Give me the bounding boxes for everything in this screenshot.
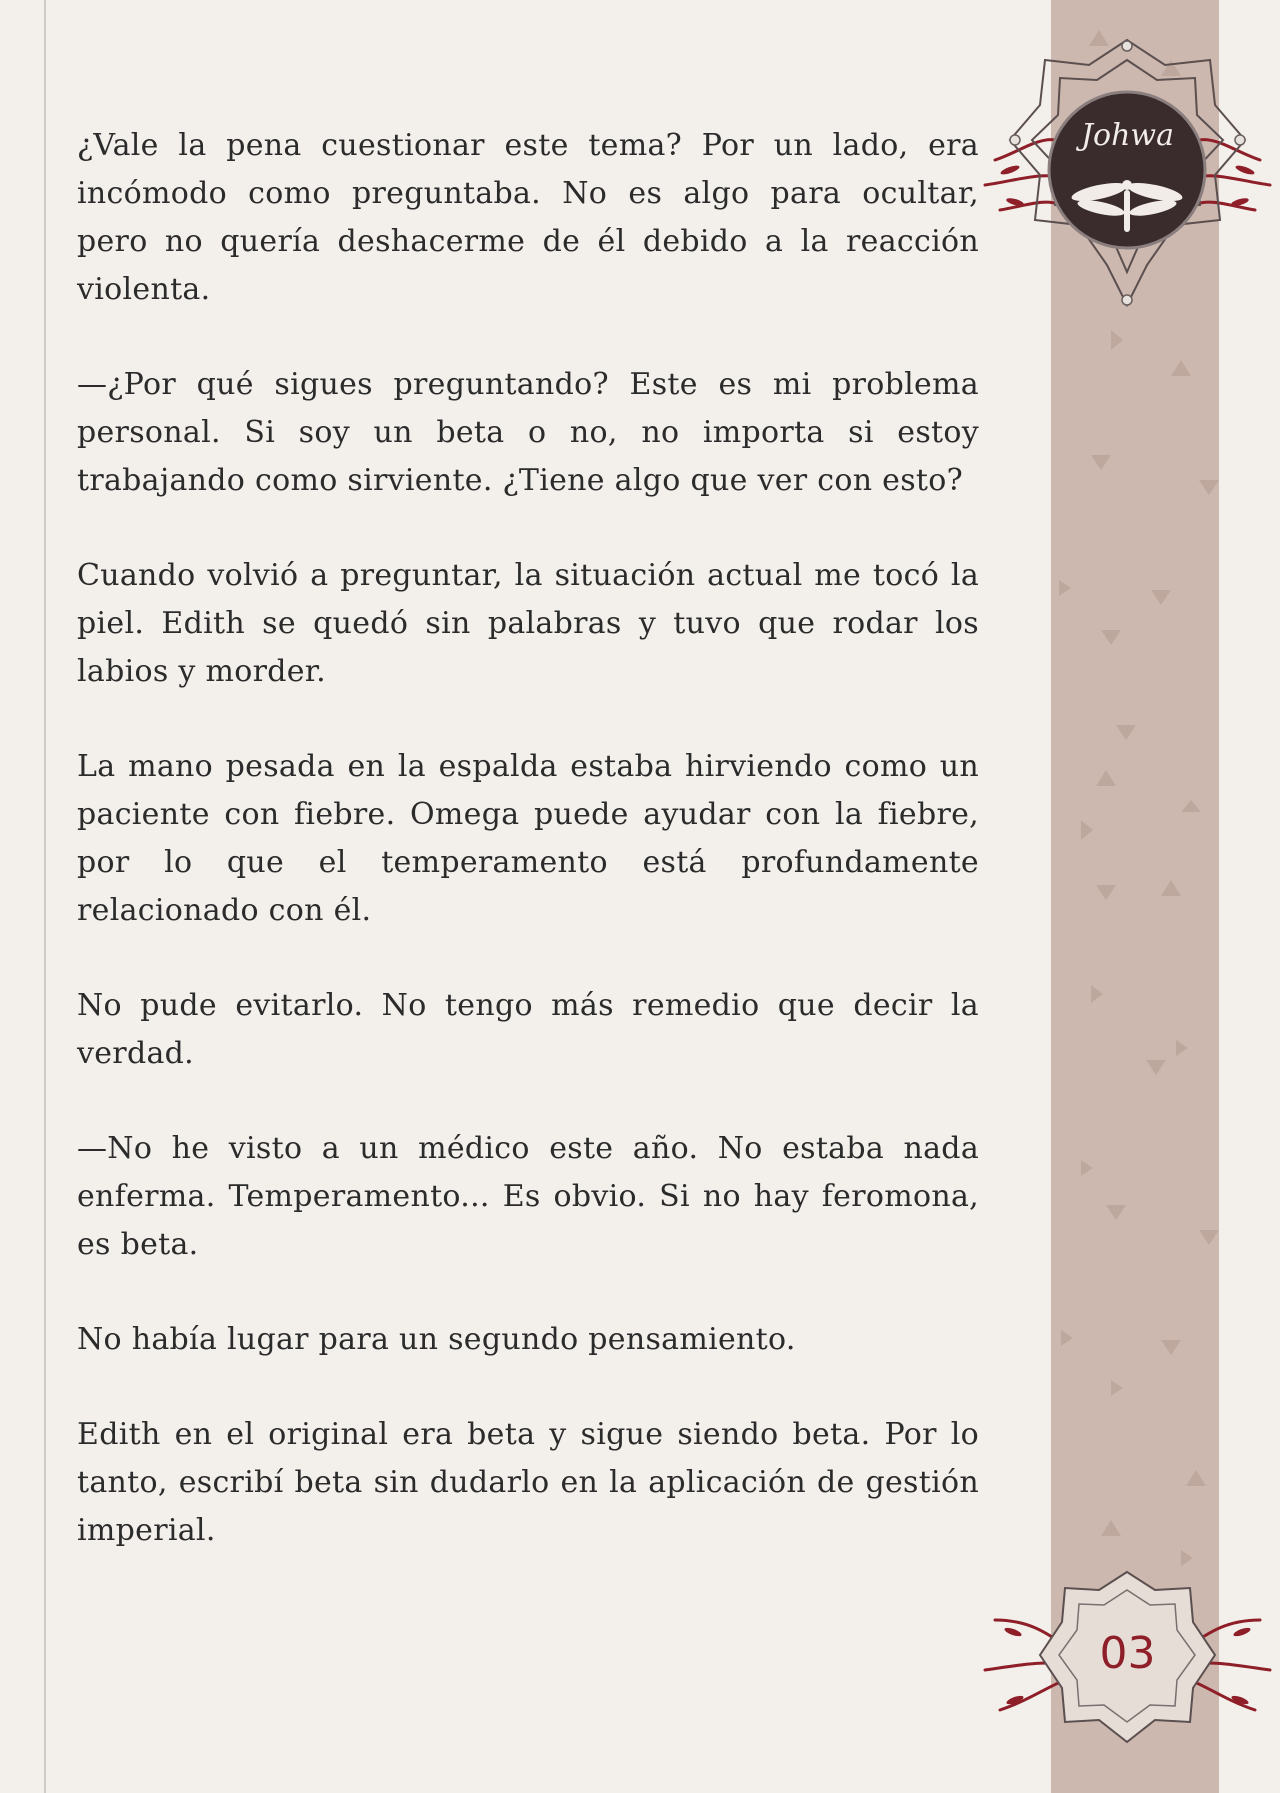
page-number-emblem: [975, 1560, 1280, 1760]
text-column: [77, 122, 979, 1602]
paragraph-3: Cuando volvió a preguntar, la situación actual me tocó la piel. Edith se quedó sin palabras y tuvo que rodar los labios y morder.: [77, 558, 979, 689]
paragraph-2: —¿Por qué sigues preguntando? Este es mi problema personal. Si soy un beta o no, no importa si estoy trabajando como sirviente. ¿Tiene algo que ver con esto?: [77, 367, 979, 498]
paragraph-4: La mano pesada en la espalda estaba hirviendo como un paciente con fiebre. Omega puede ayudar con la fiebre, por lo que el temperamento está profundamente relacionado con él.: [77, 749, 979, 928]
paragraph-8: Edith en el original era beta y sigue siendo beta. Por lo tanto, escribí beta sin dudarlo en la aplicación de gestión imperial.: [77, 1417, 979, 1548]
paragraph-6: —No he visto a un médico este año. No estaba nada enferma. Temperamento... Es obvio. Si no hay feromona, es beta.: [77, 1131, 979, 1262]
page-number: 03: [1099, 1628, 1156, 1679]
paragraph-5: No pude evitarlo. No tengo más remedio que decir la verdad.: [77, 988, 979, 1071]
brand-emblem: [975, 20, 1280, 340]
brand-label: Johwa: [1081, 118, 1174, 153]
margin-line: [44, 0, 46, 1793]
paragraph-1: ¿Vale la pena cuestionar este tema? Por un lado, era incómodo como preguntaba. No es algo para ocultar, pero no quería deshacerme de él debido a la reacción violenta.: [77, 128, 979, 307]
paragraph-7: No había lugar para un segundo pensamiento.: [77, 1322, 796, 1357]
